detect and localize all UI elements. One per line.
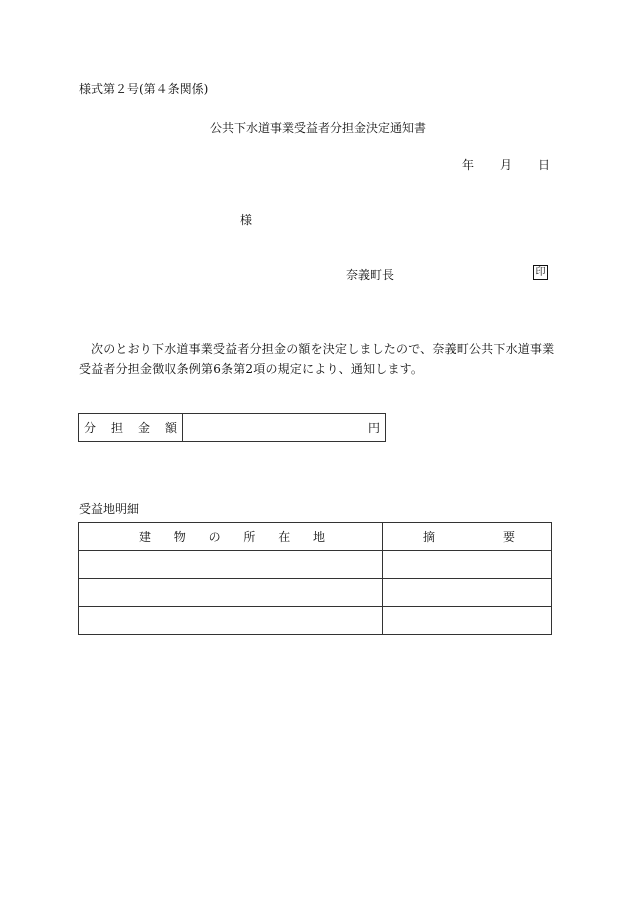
note-header bbox=[383, 523, 552, 551]
detail-table bbox=[78, 522, 552, 635]
amount-label-char: 担 bbox=[110, 421, 123, 435]
date-day: 日 bbox=[538, 158, 551, 172]
table-row bbox=[79, 607, 552, 635]
amount-label-char: 分 bbox=[84, 421, 97, 435]
location-cell[interactable] bbox=[79, 607, 383, 635]
location-cell[interactable] bbox=[79, 551, 383, 579]
note-cell[interactable] bbox=[383, 579, 552, 607]
note-header-char: 要 bbox=[502, 530, 515, 544]
location-header-char: 在 bbox=[278, 530, 291, 544]
document-title: 公共下水道事業受益者分担金決定通知書 bbox=[209, 121, 426, 135]
detail-header-row bbox=[79, 523, 552, 551]
location-header-char: 物 bbox=[173, 530, 186, 544]
note-cell[interactable] bbox=[383, 607, 552, 635]
location-cell[interactable] bbox=[79, 579, 383, 607]
location-header-char: 建 bbox=[139, 530, 152, 544]
location-header-char: の bbox=[208, 530, 221, 544]
amount-unit: 円 bbox=[367, 421, 380, 435]
seal-mark: 印 bbox=[533, 265, 548, 280]
location-header-char: 地 bbox=[312, 530, 325, 544]
amount-table bbox=[78, 413, 386, 442]
amount-label-cell bbox=[79, 414, 183, 442]
issuer-name: 奈義町長 bbox=[346, 268, 395, 282]
location-header bbox=[79, 523, 383, 551]
date-line bbox=[462, 156, 550, 173]
amount-value-cell[interactable] bbox=[183, 414, 386, 442]
amount-label-char: 金 bbox=[137, 421, 150, 435]
date-year: 年 bbox=[462, 158, 475, 172]
table-row bbox=[79, 579, 552, 607]
location-header-char: 所 bbox=[243, 530, 256, 544]
table-row bbox=[79, 551, 552, 579]
amount-row bbox=[79, 414, 386, 442]
form-number: 様式第２号(第４条関係) bbox=[79, 82, 209, 96]
recipient-suffix: 様 bbox=[240, 213, 253, 227]
notice-body-text: 次のとおり下水道事業受益者分担金の額を決定しましたので、奈義町公共下水道事業受益者分担金徴収条例第6条第2項の規定により、通知します。 bbox=[79, 342, 555, 376]
note-cell[interactable] bbox=[383, 551, 552, 579]
note-header-char: 摘 bbox=[423, 530, 436, 544]
detail-heading: 受益地明細 bbox=[79, 502, 140, 516]
date-month: 月 bbox=[500, 158, 513, 172]
amount-label-char: 額 bbox=[164, 421, 177, 435]
